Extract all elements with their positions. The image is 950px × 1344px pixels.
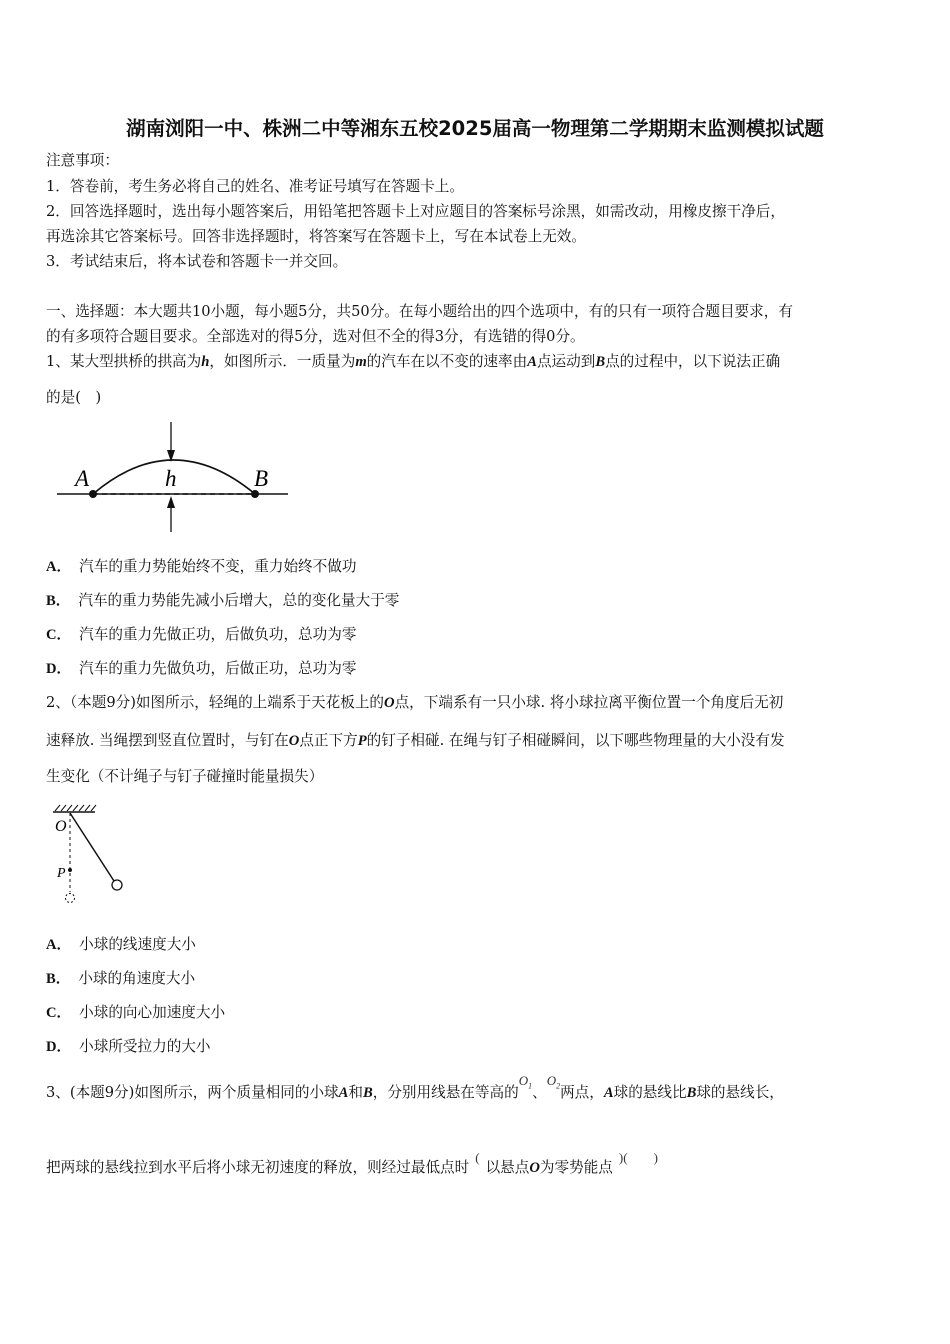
paren-close: )( ) (618, 1150, 658, 1165)
symbol-O2: $O_2$ (546, 1073, 561, 1091)
var-B: B (363, 1085, 373, 1101)
var-A: A (527, 354, 537, 370)
notice-item-1: 1．答卷前，考生务必将自己的姓名、准考证号填写在答题卡上。 (46, 178, 464, 195)
page-title: 湖南浏阳一中、株洲二中等湘东五校2025届高一物理第二学期期末监测模拟试题 (126, 117, 824, 140)
q2-option-b[interactable]: B． 小球的角速度大小 (46, 970, 196, 987)
label-A: A (75, 466, 90, 491)
var-O: O (529, 1160, 540, 1176)
rope (70, 813, 114, 881)
symbol-O1: $O_1$ (518, 1073, 533, 1091)
q2-option-a[interactable]: A． 小球的线速度大小 (46, 936, 196, 953)
ball-ghost (66, 894, 75, 903)
point-B (251, 490, 259, 498)
q1-stem-line-2: 的是( ) (46, 389, 102, 406)
label-h: h (165, 466, 177, 491)
notice-heading: 注意事项： (46, 152, 119, 169)
var-O: O (384, 695, 395, 711)
notice-item-3: 3．考试结束后，将本试卷和答题卡一并交回。 (46, 253, 348, 270)
q2-stem-line-2: 速释放. 当绳摆到竖直位置时，与钉在O点正下方P的钉子相碰. 在绳与钉子相碰瞬间，以下哪些物理量的大小没有发 (46, 732, 785, 749)
q3-stem-line-2: 把两球的悬线拉到水平后将小球无初速度的释放，则经过最低点时(以悬点O为零势能点)( ) (46, 1150, 658, 1176)
var-A: A (603, 1085, 614, 1101)
label-O: O (55, 818, 67, 835)
section-intro-line-2: 的有多项符合题目要求。全部选对的得5分，选对但不全的得3分，有选错的得0分。 (46, 328, 585, 345)
q1-option-a[interactable]: A． 汽车的重力势能始终不变，重力始终不做功 (46, 558, 357, 575)
q2-option-d[interactable]: D． 小球所受拉力的大小 (46, 1038, 211, 1055)
point-A (89, 490, 97, 498)
var-O: O (288, 733, 300, 749)
var-B: B (686, 1085, 697, 1101)
var-A: A (338, 1085, 349, 1101)
q1-option-d[interactable]: D． 汽车的重力先做负功，后做正功，总功为零 (46, 660, 357, 677)
q1-option-c[interactable]: C． 汽车的重力先做正功，后做负功，总功为零 (46, 626, 357, 643)
ceiling-hatch (55, 805, 96, 811)
ball (112, 880, 122, 890)
var-m: m (355, 354, 367, 370)
q1-option-b[interactable]: B． 汽车的重力势能先减小后增大，总的变化量大于零 (46, 592, 400, 609)
nail-P (68, 868, 72, 872)
q1-arch-bridge-figure (55, 420, 295, 535)
var-h: h (201, 354, 210, 370)
q2-pendulum-figure (50, 804, 140, 909)
q2-stem-line-3: 生变化（不计绳子与钉子碰撞时能量损失） (46, 768, 324, 785)
notice-item-2-cont: 再选涂其它答案标号。回答非选择题时，将答案写在答题卡上，写在本试卷上无效。 (46, 228, 586, 245)
q3-stem: 3、(本题9分)如图所示，两个质量相同的小球A和B，分别用线悬在等高的$O_1$、$O_2$两点，A球的悬线比B球的悬线长， (46, 1073, 784, 1101)
label-P: P (57, 866, 66, 881)
notice-item-2: 2．回答选择题时，选出每小题答案后，用铅笔把答题卡上对应题目的答案标号涂黑，如需改动，用橡皮擦干净后， (46, 203, 785, 220)
q1-stem: 1、某大型拱桥的拱高为h，如图所示．一质量为m的汽车在以不变的速率由A点运动到B点的过程中，以下说法正确 (46, 353, 781, 370)
bottom-arrow-head (167, 496, 175, 508)
var-B: B (595, 354, 606, 370)
q2-option-c[interactable]: C． 小球的向心加速度大小 (46, 1004, 226, 1021)
label-B: B (254, 466, 269, 491)
paren-open: ( (475, 1150, 480, 1165)
section-intro-line-1: 一、选择题：本大题共10小题，每小题5分，共50分。在每小题给出的四个选项中，有的只有一项符合题目要求，有 (46, 303, 793, 320)
q2-stem: 2、（本题9分)如图所示，轻绳的上端系于天花板上的O点，下端系有一只小球. 将小球拉离平衡位置一个角度后无初 (46, 694, 784, 711)
var-P: P (357, 733, 367, 749)
